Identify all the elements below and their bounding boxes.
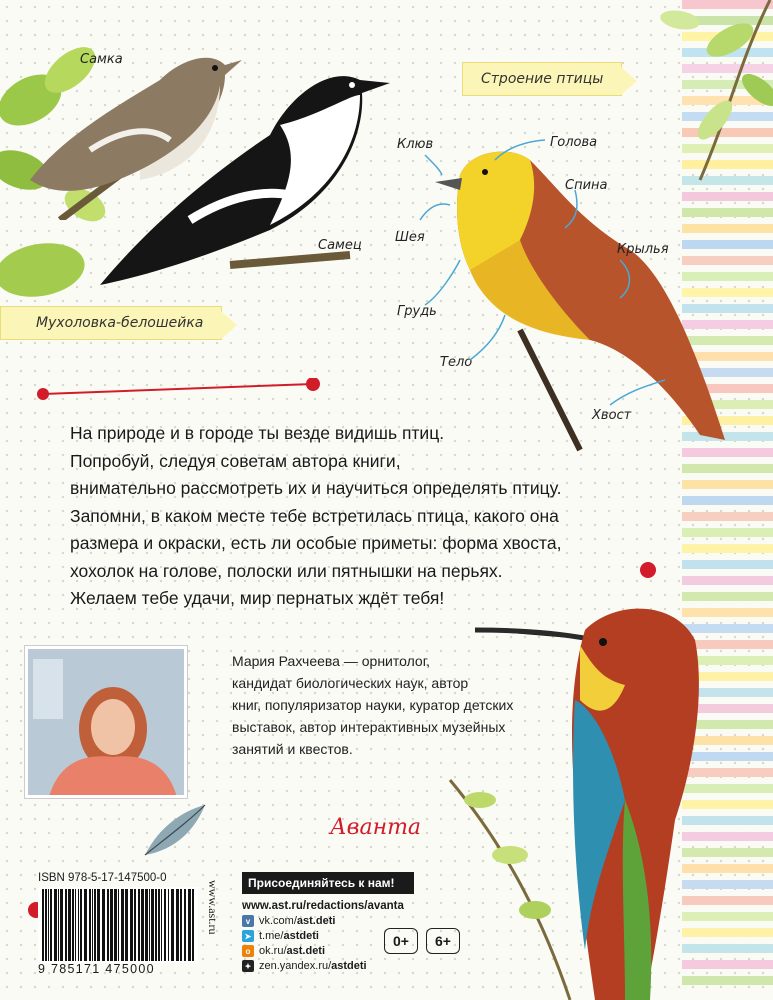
male-flycatcher-illustration [90,55,400,295]
intro-line: Желаем тебе удачи, мир пернатых ждёт тебя! [70,588,445,608]
willow-branch-illustration [440,760,590,1000]
barcode-bar [151,889,154,961]
barcode-bar [72,889,74,961]
label-head: Голова [550,135,598,150]
barcode-bar [118,889,119,961]
stripe [682,560,773,569]
intro-line: внимательно рассмотреть их и научиться определять птицу. [70,478,562,498]
barcode-bar [161,889,162,961]
label-arrows [380,120,700,430]
barcode [38,887,198,963]
stripe [682,544,773,553]
social-link-prefix: vk.com/ [259,915,297,927]
social-link-prefix: zen.yandex.ru/ [259,960,332,972]
barcode-bar [134,889,136,961]
intro-line: размера и окраски, есть ли особые приметы: форма хвоста, [70,533,562,553]
age-rating-6: 6+ [426,928,460,954]
author-photo [25,646,187,798]
intro-line: Попробуй, следуя советам автора книги, [70,450,401,471]
stripe [682,496,773,505]
stripe [682,480,773,489]
barcode-bar [145,889,148,961]
label-tail: Хвост [592,408,632,423]
social-link-handle: astdeti [331,960,367,972]
barcode-bar [149,889,150,961]
barcode-number: 9 785171 475000 [38,962,155,976]
stripe [682,464,773,473]
barcode-bar [78,889,79,961]
label-body: Тело [440,355,473,370]
social-link-handle: astdeti [283,930,319,942]
social-box [242,872,414,972]
barcode-bar [60,889,63,961]
barcode-bar [80,889,82,961]
barcode-bar [141,889,144,961]
label-female: Самка [80,52,123,67]
barcode-bar [94,889,96,961]
label-breast: Грудь [397,304,437,319]
species-ribbon: Мухоловка-белошейка [0,306,222,340]
vk-icon: v [242,915,254,927]
barcode-bar [171,889,174,961]
barcode-bar [121,889,124,961]
barcode-bar [48,889,49,961]
label-beak: Клюв [397,137,434,152]
barcode-bar [75,889,76,961]
author-line: Мария Рахчеева — орнитолог, [232,653,431,669]
barcode-bar [92,889,93,961]
social-link-prefix: ok.ru/ [259,945,287,957]
barcode-bar [138,889,140,961]
social-link-handle: ast.deti [286,945,326,957]
berry-icon [636,558,660,582]
label-wings: Крылья [617,242,669,257]
social-link-prefix: t.me/ [259,930,284,942]
author-line: кандидат биологических наук, автор [232,675,469,691]
barcode-bar [180,889,182,961]
stripe [682,576,773,585]
publisher-logo: Аванта [330,815,422,840]
barcode-bar [89,889,91,961]
barcode-bar [102,889,105,961]
feather-illustration [140,800,210,860]
barcode-bar [164,889,166,961]
intro-line: На природе и в городе ты везде видишь птиц. [70,423,445,443]
structure-ribbon: Строение птицы [462,62,622,96]
barcode-bar [107,889,109,961]
barcode-bar [50,889,52,961]
label-back: Спина [565,178,608,193]
barcode-bar [125,889,128,961]
barcode-bar [158,889,160,961]
barcode-bar [168,889,169,961]
barcode-bar [45,889,47,961]
intro-line: хохолок на голове, полоски или пятнышки на перьях. [70,560,503,581]
social-link[interactable] [242,960,414,972]
label-neck: Шея [395,230,425,245]
barcode-bar [130,889,133,961]
barcode-bar [84,889,87,961]
barcode-bar [155,889,157,961]
barcode-bar [110,889,113,961]
barcode-bar [192,889,194,961]
barcode-bar [68,889,71,961]
barcode-bar [114,889,117,961]
intro-text [70,420,675,613]
label-male: Самец [318,238,362,253]
telegram-icon: ➤ [242,930,254,942]
isbn: ISBN 978-5-17-147500-0 [38,872,167,884]
barcode-bar [58,889,59,961]
author-line: занятий и квестов. [232,741,353,757]
barcode-bar [54,889,57,961]
author-line: выставок, автор интерактивных музейных [232,719,506,735]
age-rating-0: 0+ [384,928,418,954]
author-line: книг, популяризатор науки, куратор детских [232,697,514,713]
stripe [682,512,773,521]
barcode-bar [97,889,100,961]
barcode-bar [188,889,191,961]
stripe [682,528,773,537]
decorative-line [35,378,325,402]
social-link[interactable] [242,915,414,927]
author-bio [232,650,514,760]
barcode-bar [184,889,186,961]
barcode-bar [42,889,44,961]
barcode-bar [176,889,179,961]
site-url: www.ast.ru [206,880,220,935]
odnoklassniki-icon: o [242,945,254,957]
zen-icon: ✦ [242,960,254,972]
barcode-bar [65,889,67,961]
social-url[interactable]: www.ast.ru/redactions/avanta [242,900,404,912]
social-header: Присоединяйтесь к нам! [242,872,414,894]
intro-line: Запомни, в каком месте тебе встретилась птица, какого она [70,505,559,526]
social-link-handle: ast.deti [296,915,336,927]
